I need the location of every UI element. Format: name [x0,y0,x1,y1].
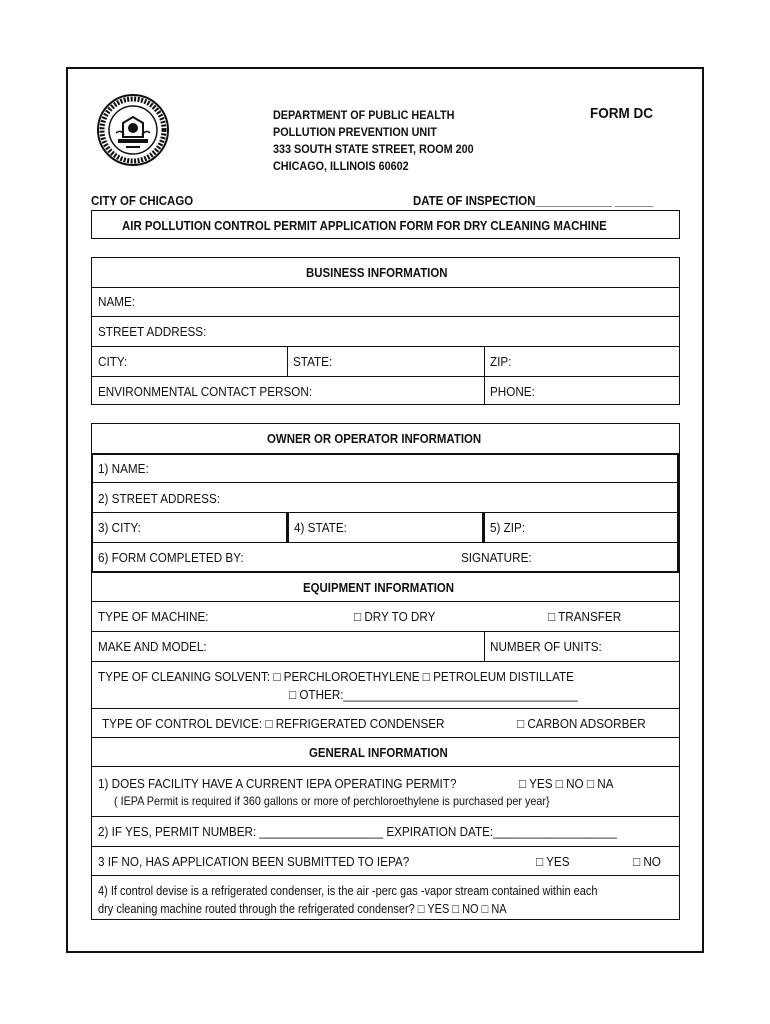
business-city-field[interactable]: CITY: [98,354,128,369]
city-of-chicago: CITY OF CHICAGO [91,193,194,208]
solvent-other-option[interactable]: □ OTHER:____________________________________ [289,687,578,702]
city-seal-logo [96,93,170,167]
carbon-adsorber-checkbox[interactable]: □ CARBON ADSORBER [517,716,646,731]
owner-street-field[interactable]: 2) STREET ADDRESS: [98,491,221,506]
make-model-field[interactable]: MAKE AND MODEL: [98,639,207,654]
business-phone-field[interactable]: PHONE: [490,384,535,399]
business-heading: BUSINESS INFORMATION [306,265,448,280]
business-contact-field[interactable]: ENVIRONMENTAL CONTACT PERSON: [98,384,313,399]
owner-zip-field[interactable]: 5) ZIP: [490,520,526,535]
header-unit: POLLUTION PREVENTION UNIT [273,125,437,139]
question-1-note: ( IEPA Permit is required if 360 gallons or more of perchloroethylene is purchased per year} [114,794,550,808]
question-4-options[interactable]: dry cleaning machine routed through the refrigerated condenser? □ YES □ NO □ NA [98,902,507,916]
transfer-checkbox[interactable]: □ TRANSFER [548,609,622,624]
number-of-units-field[interactable]: NUMBER OF UNITS: [490,639,602,654]
question-4: 4) If control devise is a refrigerated condenser, is the air -perc gas -vapor stream contained within each [98,884,598,898]
owner-city-field[interactable]: 3) CITY: [98,520,141,535]
owner-name-field[interactable]: 1) NAME: [98,461,149,476]
solvent-options[interactable]: TYPE OF CLEANING SOLVENT: □ PERCHLOROETHYLENE □ PETROLEUM DISTILLATE [98,669,574,684]
question-3: 3 IF NO, HAS APPLICATION BEEN SUBMITTED TO IEPA? [98,854,410,869]
form-completed-by-field[interactable]: 6) FORM COMPLETED BY: [98,550,244,565]
form-id: FORM DC [590,105,653,122]
question-3-yes-checkbox[interactable]: □ YES [536,854,570,869]
header-department: DEPARTMENT OF PUBLIC HEALTH [273,108,455,122]
date-of-inspection[interactable]: DATE OF INSPECTION____________ ______ [413,193,654,208]
header-address: 333 SOUTH STATE STREET, ROOM 200 [273,142,474,156]
question-1-options[interactable]: □ YES □ NO □ NA [519,776,614,791]
business-name-field[interactable]: NAME: [98,294,136,309]
header-city-zip: CHICAGO, ILLINOIS 60602 [273,159,409,173]
dry-to-dry-checkbox[interactable]: □ DRY TO DRY [354,609,436,624]
owner-heading: OWNER OR OPERATOR INFORMATION [267,431,482,446]
form-title: AIR POLLUTION CONTROL PERMIT APPLICATION FORM FOR DRY CLEANING MACHINE [122,218,607,233]
machine-type-label: TYPE OF MACHINE: [98,609,209,624]
business-zip-field[interactable]: ZIP: [490,354,512,369]
control-device-options[interactable]: TYPE OF CONTROL DEVICE: □ REFRIGERATED CONDENSER [102,716,445,731]
owner-state-field[interactable]: 4) STATE: [294,520,347,535]
question-1: 1) DOES FACILITY HAVE A CURRENT IEPA OPERATING PERMIT? [98,776,457,791]
equipment-heading: EQUIPMENT INFORMATION [303,580,455,595]
question-2[interactable]: 2) IF YES, PERMIT NUMBER: ___________________ EXPIRATION DATE:___________________ [98,824,617,839]
business-street-field[interactable]: STREET ADDRESS: [98,324,207,339]
signature-field[interactable]: SIGNATURE: [461,550,532,565]
general-heading: GENERAL INFORMATION [309,745,448,760]
question-3-no-checkbox[interactable]: □ NO [633,854,661,869]
business-state-field[interactable]: STATE: [293,354,333,369]
